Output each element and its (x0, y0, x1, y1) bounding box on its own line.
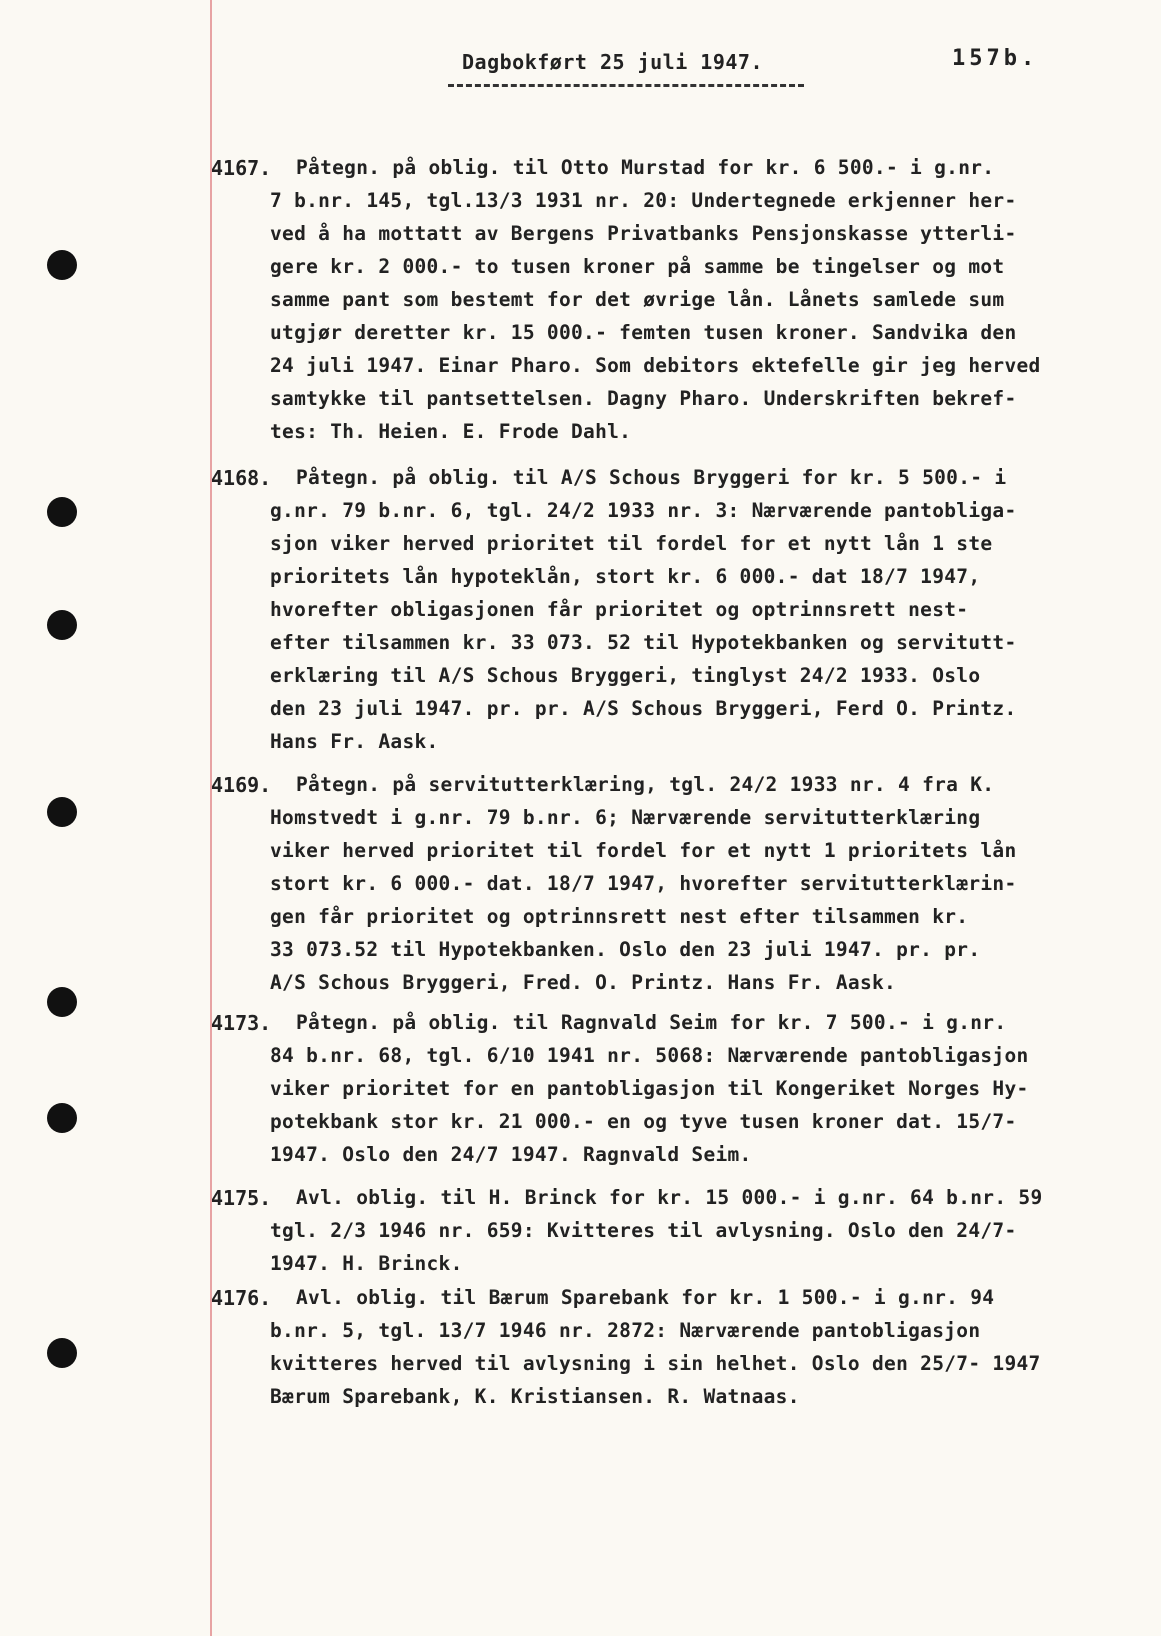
entry-line: 1947. H. Brinck. (270, 1252, 463, 1275)
entry-line: 33 073.52 til Hypotekbanken. Oslo den 23 juli 1947. pr. pr. (270, 938, 981, 961)
entry-line: stort kr. 6 000.- dat. 18/7 1947, hvorefter servitutterklærin- (270, 872, 1017, 895)
margin-rule (210, 0, 212, 1636)
entry-line: Avl. oblig. til H. Brinck for kr. 15 000.- i g.nr. 64 b.nr. 59 (296, 1186, 1043, 1209)
title-underline (448, 84, 804, 87)
entry-line: tes: Th. Heien. E. Frode Dahl. (270, 420, 632, 443)
entry-number: 4176. (211, 1286, 272, 1310)
entry-line: gen får prioritet og optrinnsrett nest efter tilsammen kr. (270, 905, 969, 928)
entry-line: kvitteres herved til avlysning i sin helhet. Oslo den 25/7- 1947 (270, 1352, 1041, 1375)
entry-number: 4169. (211, 773, 272, 797)
entry-line: samme pant som bestemt for det øvrige lån. Lånets samlede sum (270, 288, 1005, 311)
entry-line: Påtegn. på servitutterklæring, tgl. 24/2 1933 nr. 4 fra K. (296, 773, 995, 796)
punch-hole (47, 1338, 77, 1368)
entry-line: hvorefter obligasjonen får prioritet og optrinnsrett nest- (270, 598, 969, 621)
entry-line: A/S Schous Bryggeri, Fred. O. Printz. Hans Fr. Aask. (270, 971, 897, 994)
punch-hole (47, 497, 77, 527)
entry-line: samtykke til pantsettelsen. Dagny Pharo. Underskriften bekref- (270, 387, 1017, 410)
punch-hole (47, 610, 77, 640)
entry-line: 1947. Oslo den 24/7 1947. Ragnvald Seim. (270, 1143, 752, 1166)
punch-hole (47, 250, 77, 280)
entry-line: sjon viker herved prioritet til fordel for et nytt lån 1 ste (270, 532, 993, 555)
entry-line: Homstvedt i g.nr. 79 b.nr. 6; Nærværende servitutterklæring (270, 806, 981, 829)
page-title: Dagbokført 25 juli 1947. (462, 50, 763, 74)
entry-line: Påtegn. på oblig. til Ragnvald Seim for kr. 7 500.- i g.nr. (296, 1011, 1007, 1034)
entry-line: viker herved prioritet til fordel for et nytt 1 prioritets lån (270, 839, 1017, 862)
entry-line: tgl. 2/3 1946 nr. 659: Kvitteres til avlysning. Oslo den 24/7- (270, 1219, 1017, 1242)
entry-line: Avl. oblig. til Bærum Sparebank for kr. 1 500.- i g.nr. 94 (296, 1286, 995, 1309)
entry-number: 4175. (211, 1186, 272, 1210)
punch-hole (47, 797, 77, 827)
entry-number: 4167. (211, 156, 272, 180)
entry-number: 4173. (211, 1011, 272, 1035)
entry-line: efter tilsammen kr. 33 073. 52 til Hypotekbanken og servitutt- (270, 631, 1017, 654)
punch-hole (47, 987, 77, 1017)
entry-line: den 23 juli 1947. pr. pr. A/S Schous Bryggeri, Ferd O. Printz. (270, 697, 1017, 720)
entry-line: Påtegn. på oblig. til A/S Schous Bryggeri for kr. 5 500.- i (296, 466, 1007, 489)
punch-hole (47, 1103, 77, 1133)
entry-line: erklæring til A/S Schous Bryggeri, tinglyst 24/2 1933. Oslo (270, 664, 981, 687)
entry-line: 84 b.nr. 68, tgl. 6/10 1941 nr. 5068: Nærværende pantobligasjon (270, 1044, 1029, 1067)
entry-line: ved å ha mottatt av Bergens Privatbanks Pensjonskasse ytterli- (270, 222, 1017, 245)
entry-line: g.nr. 79 b.nr. 6, tgl. 24/2 1933 nr. 3: Nærværende pantobliga- (270, 499, 1017, 522)
entry-line: b.nr. 5, tgl. 13/7 1946 nr. 2872: Nærværende pantobligasjon (270, 1319, 981, 1342)
entry-line: prioritets lån hypoteklån, stort kr. 6 000.- dat 18/7 1947, (270, 565, 981, 588)
entry-line: Hans Fr. Aask. (270, 730, 439, 753)
entry-line: Påtegn. på oblig. til Otto Murstad for kr. 6 500.- i g.nr. (296, 156, 995, 179)
page-number: 157b. (952, 46, 1039, 71)
entry-line: 24 juli 1947. Einar Pharo. Som debitors ektefelle gir jeg herved (270, 354, 1041, 377)
entry-line: Bærum Sparebank, K. Kristiansen. R. Watnaas. (270, 1385, 800, 1408)
entry-line: viker prioritet for en pantobligasjon til Kongeriket Norges Hy- (270, 1077, 1029, 1100)
entry-line: 7 b.nr. 145, tgl.13/3 1931 nr. 20: Undertegnede erkjenner her- (270, 189, 1017, 212)
entry-number: 4168. (211, 466, 272, 490)
entry-line: potekbank stor kr. 21 000.- en og tyve tusen kroner dat. 15/7- (270, 1110, 1017, 1133)
entry-line: gere kr. 2 000.- to tusen kroner på samme be tingelser og mot (270, 255, 1005, 278)
entry-line: utgjør deretter kr. 15 000.- femten tusen kroner. Sandvika den (270, 321, 1017, 344)
